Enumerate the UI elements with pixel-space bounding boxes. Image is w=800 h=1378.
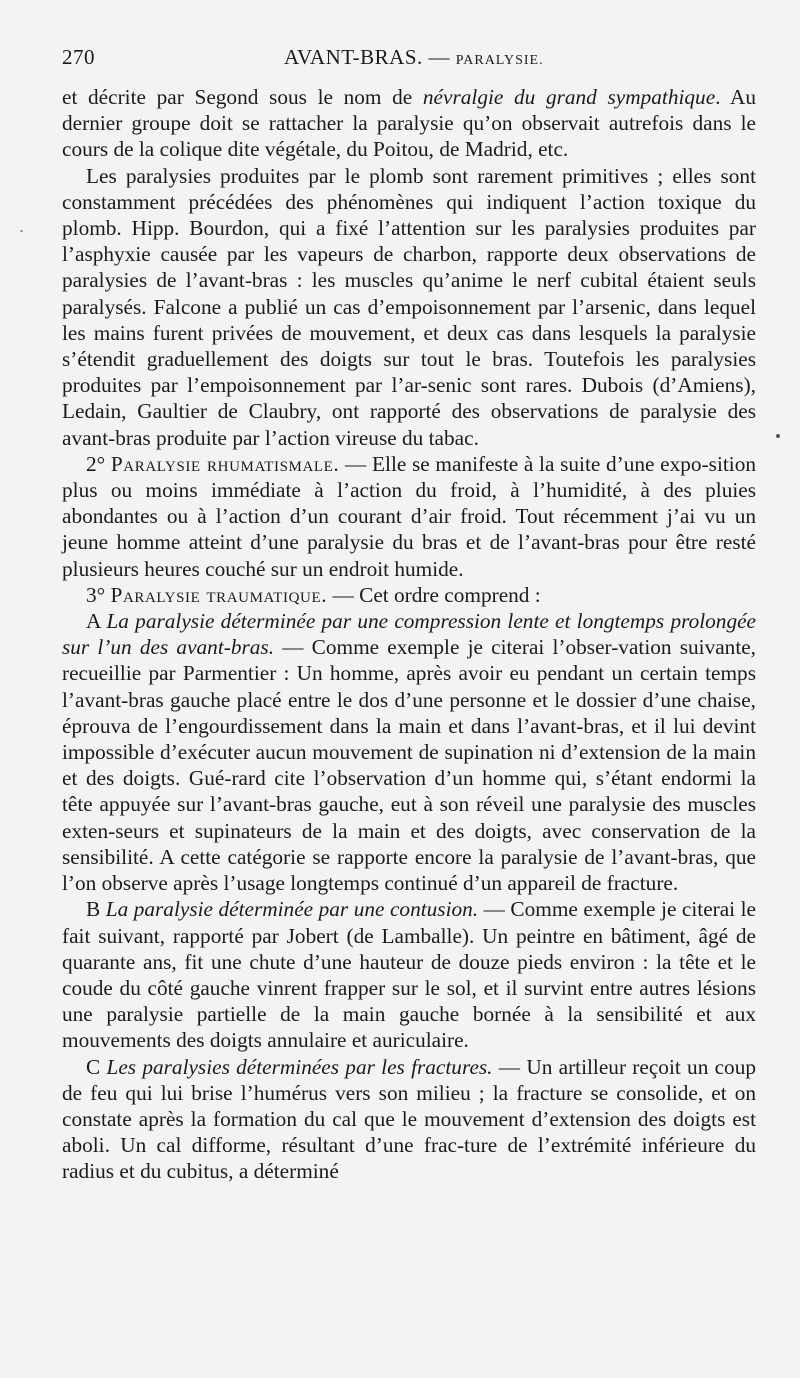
subsection-letter: B	[86, 897, 106, 922]
paragraph-lead-paralysis: Les paralysies produites par le plomb sont rarement primitives ; elles sont constamment précédées des phénomènes qui indiquent l’action toxique du plomb. Hipp. Bourdon, qui a fixé l’attention sur les paralysies produites par l’asphyxie causée par les vapeurs de charbon, rapporte deux observations de paralysies de l’avant-bras : les muscles qu’anime le nerf cubital étaient seuls paralysés. Falcone a publié un cas d’empoisonnement par l’arsenic, dans lequel les mains furent privées de mouvement, et deux cas dans lesquels la paralysie s’étendit graduellement des doigts sur tout le bras. Toutefois les paralysies produites par l’empoisonnement par l’ar-senic sont rares. Dubois (d’Amiens), Ledain, Gaultier de Claubry, ont rapporté des observations de paralysie des avant-bras produite par l’action vireuse du tabac.	[62, 163, 756, 450]
paragraph-text: — Cet ordre comprend :	[327, 582, 541, 607]
paragraph-text: — Comme exemple je citerai le fait suivant, rapporté par Jobert (de Lamballe). Un peintre en bâtiment, âgé de quarante ans, fit une chute d’une hauteur de douze pieds environ : la tête et le coude du côté gauche vinrent frapper sur le sol, et il survint entre autres lésions une paralysie partielle de la main gauche bornée à la sensibilité et aux mouvements des doigts annulaire et auriculaire.	[62, 897, 756, 1053]
paragraph-text: — Comme exemple je citerai l’obser-vation suivante, recueillie par Parmentier : Un homme, après avoir eu pendant un certain temps l’avant-bras gauche placé entre le dos d’une personne et le dossier d’une chaise, éprouva de l’engourdissement dans la main et dans l’avant-bras, et il lui devint impossible d’exécuter aucun mouvement de supination ni d’extension de la main et des doigts. Gué-rard cite l’observation d’un homme qui, s’étant endormi la tête appuyée sur l’avant-bras gauche, eut à son réveil une paralysie des muscles exten-seurs et supinateurs de la main et des doigts, avec conservation de la sensibilité. A cette catégorie se rapporte encore la paralysie de l’avant-bras, que l’on observe après l’usage longtemps continué d’un appareil de fracture.	[62, 635, 757, 896]
paragraph-text: . Au dernier groupe doit se rattacher la paralysie qu’on observait autrefois dans le cours de la colique dite végétale, du Poitou, de Madrid, etc.	[62, 85, 756, 162]
paragraph-text: — Un artilleur reçoit un coup de feu qui lui brise l’humérus vers son milieu ; la fracture se consolide, et on constate après la formation du cal que le mouvement d’extension des doigts est aboli. Un cal difforme, résultant d’une frac-ture de l’extrémité inférieure du radius et du cubitus, a déterminé	[62, 1054, 757, 1184]
running-head-separator: —	[428, 45, 450, 69]
margin-speck	[776, 434, 780, 438]
paragraph-compression	[62, 608, 756, 896]
section-heading: Paralysie traumatique.	[110, 582, 328, 607]
paragraph-text: — Elle se manifeste à la suite d’une expo-sition plus ou moins immédiate à l’action du froid, à l’humidité, à des pluies abondantes ou à l’action d’un courant d’air froid. Tout récemment j’ai vu un jeune homme atteint d’une paralysie du bras et de l’avant-bras pour être resté plusieurs heures couché sur un endroit humide.	[62, 451, 756, 581]
paragraph-traumatic-paralysis	[62, 582, 756, 608]
paragraph-fractures	[62, 1054, 756, 1185]
paragraph-text: et décrite par Segond sous le nom de	[62, 85, 423, 109]
body-text	[62, 84, 756, 1185]
subsection-title: Les paralysies déterminées par les fractures.	[106, 1054, 493, 1079]
running-head	[284, 45, 544, 70]
page-number: 270	[62, 45, 95, 69]
running-head-section: PARALYSIE.	[455, 53, 544, 68]
paragraph-continuation	[62, 84, 756, 163]
paragraph-contusion	[62, 896, 756, 1053]
section-heading: Paralysie rhumatismale.	[110, 451, 340, 476]
section-number: 2°	[86, 451, 106, 476]
subsection-letter: A	[86, 609, 107, 634]
margin-speck	[20, 230, 23, 232]
emphasis-term: névralgie du grand sympathique	[422, 85, 716, 109]
subsection-title: La paralysie déterminée par une compression lente et longtemps prolongée sur l’un des avant-bras.	[62, 609, 757, 660]
subsection-letter: C	[86, 1054, 107, 1079]
page-header	[62, 45, 752, 75]
paragraph-rheumatic-paralysis	[62, 451, 756, 582]
section-number: 3°	[86, 582, 106, 607]
subsection-title: La paralysie déterminée par une contusion.	[105, 897, 479, 922]
running-title: AVANT-BRAS.	[284, 45, 423, 69]
